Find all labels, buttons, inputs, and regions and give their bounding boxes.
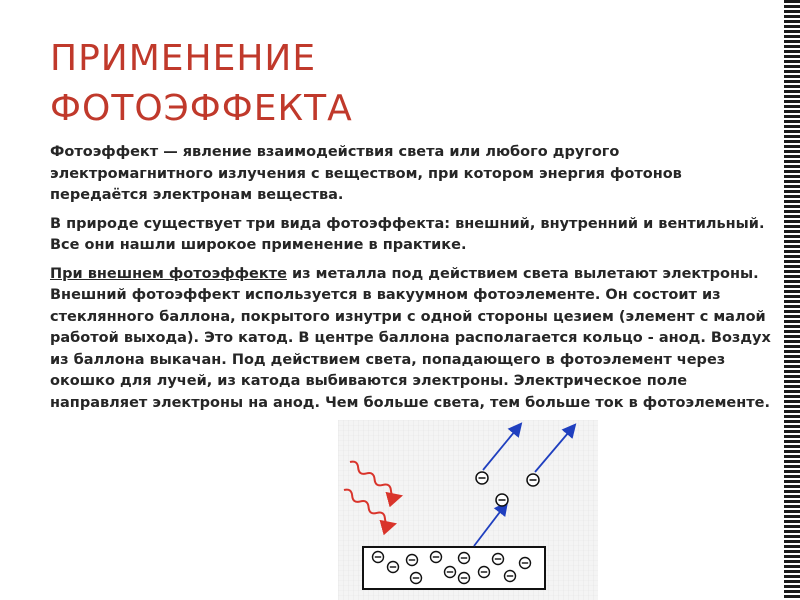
decorative-side-strip (784, 0, 800, 600)
electron-bound-4 (431, 552, 442, 563)
electron-bound-7 (459, 553, 470, 564)
electron-bound-1 (373, 552, 384, 563)
slide-body (50, 142, 780, 421)
electron-bound-11 (505, 571, 516, 582)
electron-bound-5 (411, 573, 422, 584)
electron-free-3 (496, 494, 508, 506)
paragraph-external-effect (50, 264, 780, 415)
paragraph-definition: Фотоэффект — явление взаимодействия света или любого другого электромагнитного излучения с веществом, при котором энергия фотонов передаётся электронам вещества. (50, 144, 682, 203)
electron-bound-10 (493, 554, 504, 565)
electron-bound-3 (407, 555, 418, 566)
electron-bound-6 (445, 567, 456, 578)
electron-bound-9 (479, 567, 490, 578)
electron-bound-8 (459, 573, 470, 584)
electron-bound-2 (388, 562, 399, 573)
electron-free-1 (476, 472, 488, 484)
external-effect-text: из металла под действием света вылетают электроны. Внешний фотоэффект используется в вакуумном фотоэлементе. Он состоит из стеклянного баллона, покрытого изнутри с одной стороны цезием (элемент с малой работой выхода). Это катод. В центре баллона располагается кольцо - анод. Воздух из баллона выкачан. Под действием света, попадающего в фотоэлемент через окошко для лучей, из катода выбиваются электроны. Электрическое поле направляет электроны на анод. Чем больше света, тем больше ток в фотоэлементе. (50, 265, 771, 411)
paragraph-types: В природе существует три вида фотоэффекта: внешний, внутренний и вентильный. Все они нашли широкое применение в практике. (50, 215, 765, 253)
photoeffect-diagram (338, 420, 598, 600)
electron-free-2 (527, 474, 539, 486)
slide-title (50, 34, 353, 134)
slide-title-line-1: ПРИМЕНЕНИЕ (50, 38, 317, 79)
slide-title-line-2: ФОТОЭФФЕКТА (50, 88, 353, 129)
electron-bound-12 (520, 558, 531, 569)
external-effect-link[interactable]: При внешнем фотоэффекте (50, 265, 287, 282)
